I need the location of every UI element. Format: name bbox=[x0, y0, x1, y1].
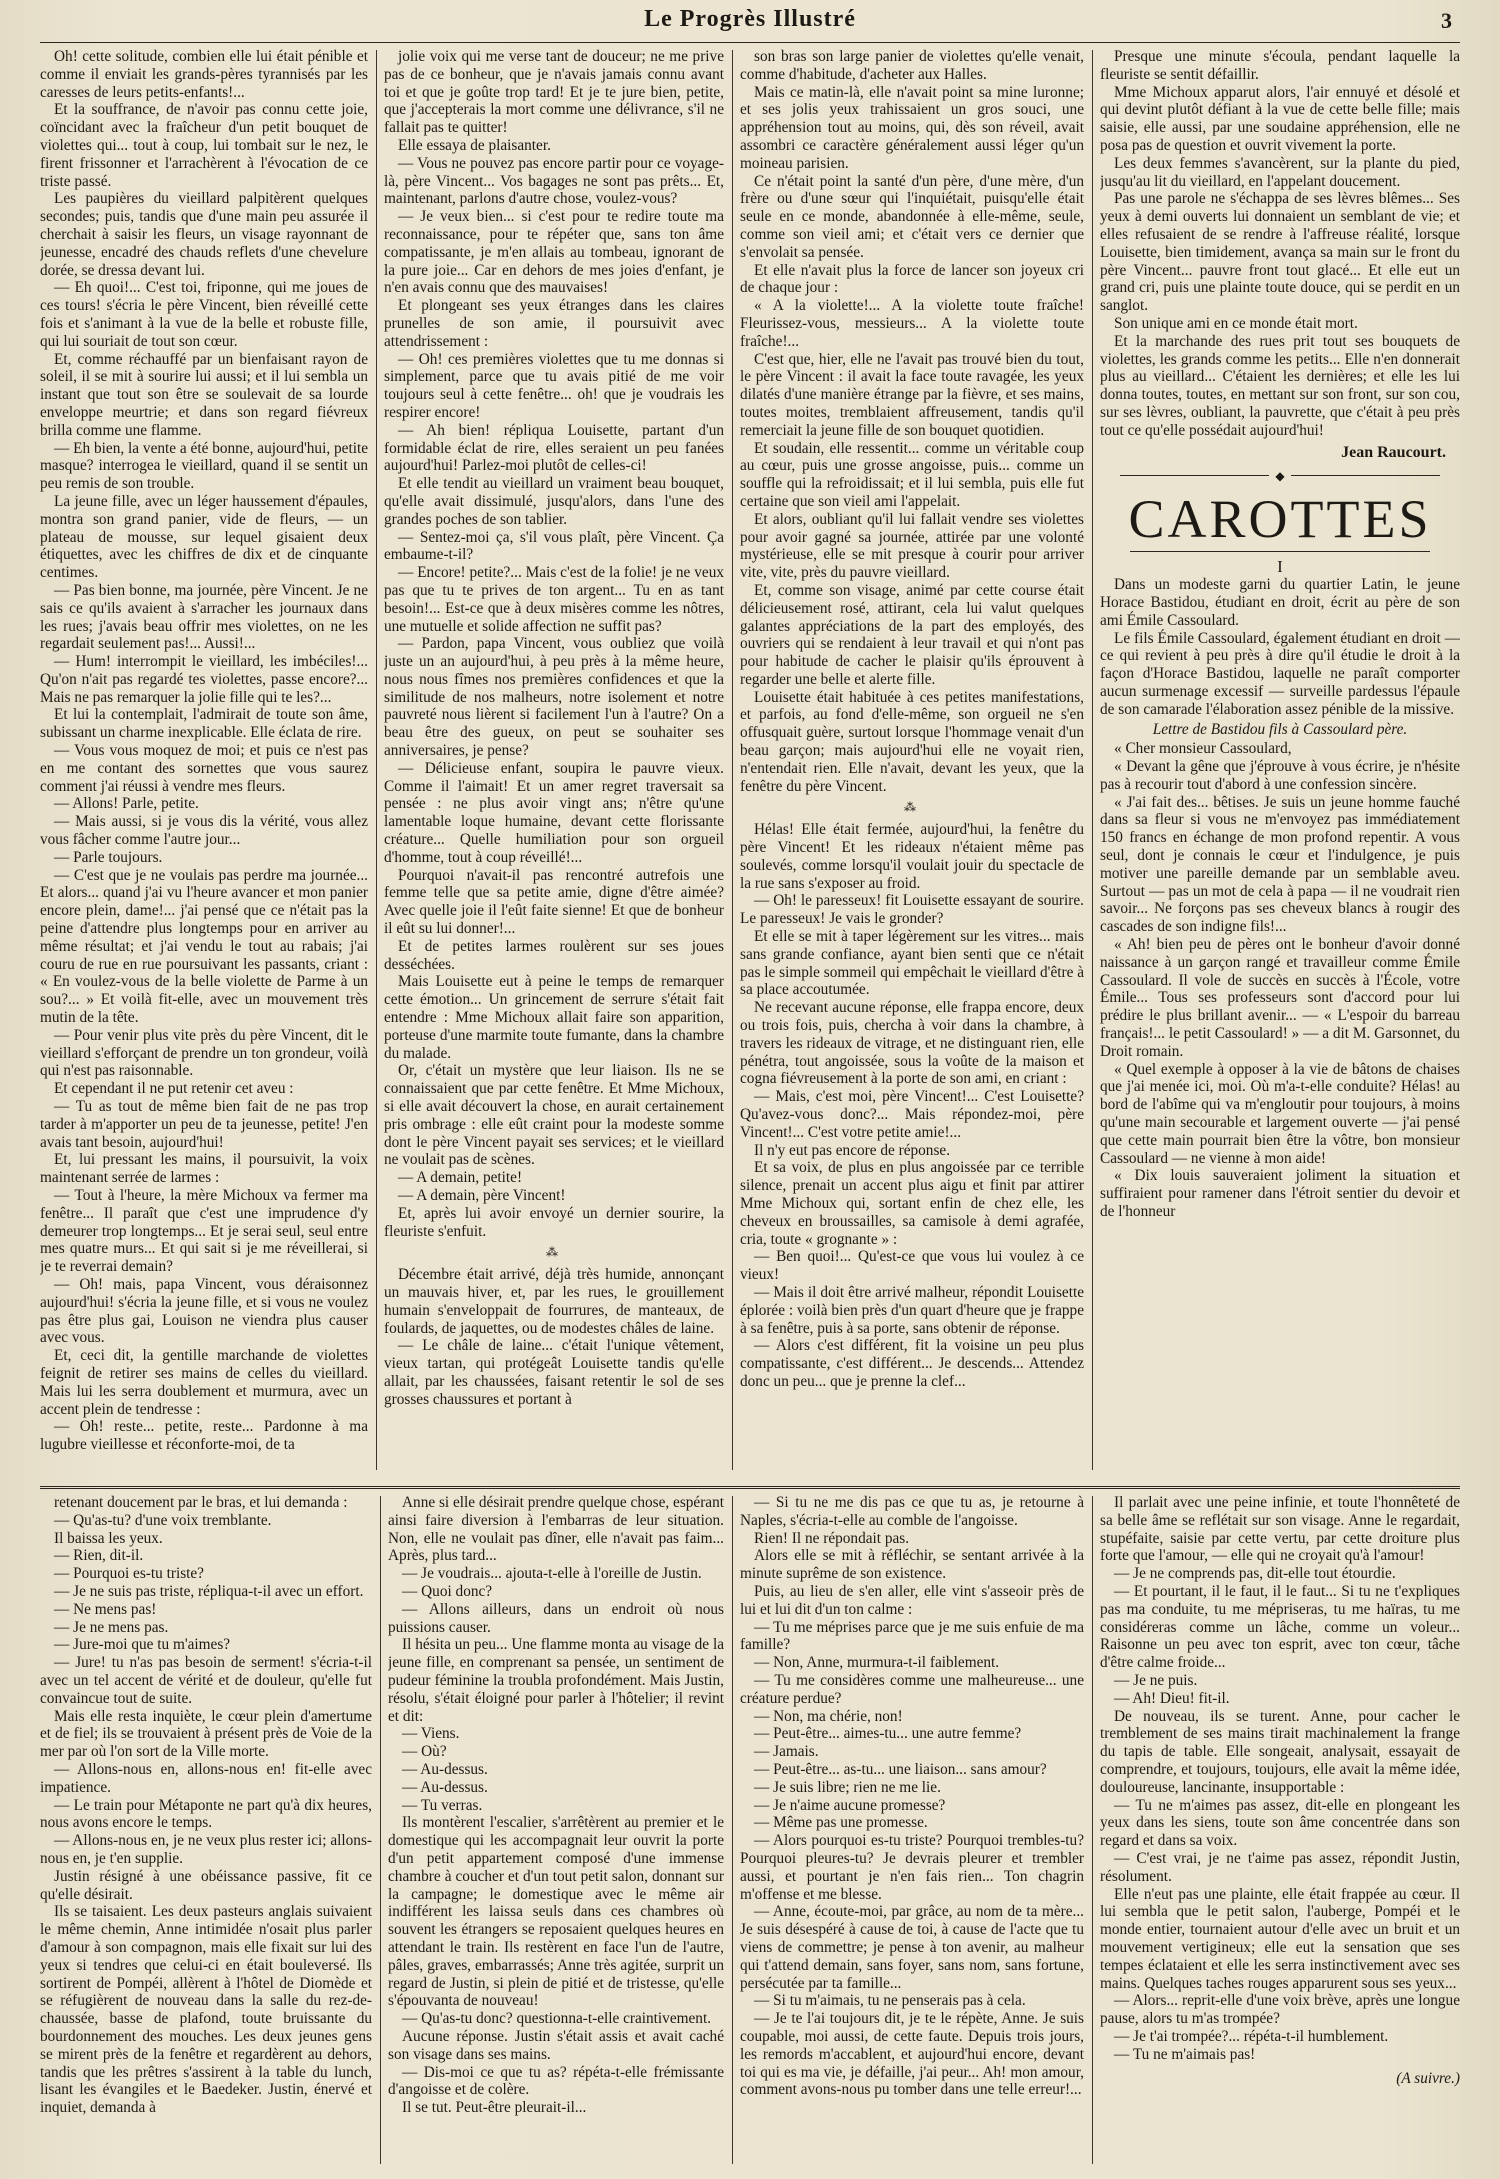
newspaper-title: Le Progrès Illustré bbox=[644, 6, 856, 32]
paragraph: — Si tu m'aimais, tu ne penserais pas à cela. bbox=[754, 1992, 1026, 2010]
paragraph: Ils se taisaient. Les deux pasteurs anglais suivaient le même chemin, Anne intimidée n'osait plus parler d'amour à son compagnon, mais elle fixait sur lui des yeux si tendres que celui-ci en était bouleversé. Ils sortirent de Pompéi, allèrent à l'hôtel de Diomède et se réfugièrent de nouveau dans la salle du rez-de-chaussée, basse de plafond, toute bruissante du bourdonnement des mouches. Les deux jeunes gens se mirent près de la fenêtre et regardèrent au dehors, tandis que les prêtres s'assirent à la table du lunch, lisant les évangiles et le Baedeker. Justin, énervé et inquiet, demanda à bbox=[40, 1903, 372, 2117]
paragraph: Et lui la contemplait, l'admirait de toute son âme, subissant un charme inexplicable. Elle éclata de rire. bbox=[40, 706, 368, 742]
paragraph: La jeune fille, avec un léger haussement d'épaules, montra son grand panier, vide de fleurs, — un plateau de mousse, sur lequel gisaient deux étiquettes, avec les chiffres de dix et de cinquante centimes. bbox=[40, 492, 368, 582]
paragraph: — Je veux bien... si c'est pour te redire toute ma reconnaissance, pour te répéter que, sans ton âme compatissante, je m'en allais au tombeau, ignorant de la pure joie... Car en dehors de mes joies d'enfant, je n'en avais connu que des mauvaises! bbox=[384, 208, 724, 297]
paragraph: Louisette était habituée à ces petites manifestations, et parfois, au fond d'elle-même, son orgueil ne s'en offusquait guère, surtout lorsque l'hommage venait d'un beau garçon; mais aujourd'hui elle ne voyait rien, n'entendait rien. Elle n'avait, devant les yeux, que la fenêtre du père Vincent. bbox=[740, 688, 1084, 795]
paragraph: — Hum! interrompit le vieillard, les imbéciles!... Qu'on n'ait pas regardé tes violettes, passe encore?... Mais ne pas remarquer la jolie fille qui te les?... bbox=[40, 653, 368, 706]
paragraph: — Oh! reste... petite, reste... Pardonne à ma lugubre vieillesse et réconforte-moi, de ta bbox=[40, 1418, 368, 1454]
column-divider bbox=[732, 1496, 733, 2164]
paragraph: Aucune réponse. Justin s'était assis et avait caché son visage dans ses mains. bbox=[388, 2027, 724, 2063]
column-divider bbox=[1092, 1496, 1093, 2164]
paragraph: « J'ai fait des... bêtises. Je suis un jeune homme fauché dans sa fleur si vous ne m'envoyez pas immédiatement 150 francs en échange de mon profond repentir. A vous seul, dont je connais le cœur et l'indulgence, je puis motiver une pareille demande par un semblable aveu. Surtout — pas un mot de cela à papa — il ne voudrait rien savoir... Ne forçons pas ses cheveux blancs à rougir des cascades de son indigne fils!... bbox=[1100, 793, 1460, 936]
paragraph: — Eh bien, la vente a été bonne, aujourd'hui, petite masque? interrogea le vieillard, quand il se sentit un peu remis de son trouble. bbox=[40, 439, 368, 493]
feuilleton-column-1 bbox=[40, 1494, 372, 2164]
paragraph: — A demain, petite! bbox=[398, 1169, 523, 1187]
paragraph: Et de petites larmes roulèrent sur ses joues desséchées. bbox=[384, 937, 724, 973]
paragraph: — C'est que je ne voulais pas perdre ma journée... Et alors... quand j'ai vu l'heure avancer et mon panier encore plein, dame!... j'ai pensé que ce n'était pas la peine d'attendre plus longtemps pour en arriver au même résultat; et j'ai vendu le tout au rabais; j'ai couru de rue en rue poursuivant les passants, criant : « En voulez-vous de la belle violette de Parme à un sou?... » Et voilà fit-elle, avec un mouvement très mutin de la tête. bbox=[40, 866, 368, 1027]
asterism-separator: ⁂ bbox=[546, 1245, 562, 1260]
page-header bbox=[40, 0, 1460, 40]
top-column-2 bbox=[384, 48, 724, 1468]
column-divider bbox=[1092, 50, 1093, 1470]
paragraph: — Ne mens pas! bbox=[54, 1600, 157, 1618]
paragraph: Pas une parole ne s'échappa de ses lèvres blêmes... Ses yeux à demi ouverts lui donnaient un semblant de vie; et elles refusaient de se rendre à l'affreuse réalité, lorsque Louisette, bien timidement, avança sa main sur le front du père Vincent... pauvre front tout glacé... Et elle eut un grand cri, puis une plainte toute douce, qui se perdit en un sanglot. bbox=[1100, 190, 1460, 315]
paragraph: — Mais, c'est moi, père Vincent!... C'est Louisette? Qu'avez-vous donc?... Mais répondez-moi, père Vincent!... C'est votre petite amie!... bbox=[740, 1088, 1084, 1141]
paragraph: — Allons-nous en, allons-nous en! fit-elle avec impatience. bbox=[40, 1760, 372, 1796]
paragraph: Les deux femmes s'avancèrent, sur la plante du pied, jusqu'au lit du vieillard, en l'appelant doucement. bbox=[1100, 154, 1460, 190]
paragraph: Il baissa les yeux. bbox=[54, 1529, 163, 1547]
paragraph: Elle n'eut pas une plainte, elle était frappée au cœur. Il lui sembla que le petit salon, l'auberge, Pompéi et le monde entier, tournaient autour d'elle avec un bruit et un mouvement vertigineux; elle eut la sensation que ses tempes éclataient et elle les serra instinctivement avec ses mains. Quelques taches rouges apparurent sous ses yeux... bbox=[1100, 1885, 1460, 1992]
feuilleton-column-2 bbox=[388, 1494, 724, 2164]
paragraph: — Sentez-moi ça, s'il vous plaît, père Vincent. Ça embaume-t-il? bbox=[384, 528, 724, 564]
paragraph: — Alors c'est différent, fit la voisine un peu plus compatissante, c'est différent... Je descends... Attendez donc un peu... que je prenne la clef... bbox=[740, 1337, 1084, 1390]
paragraph: — Tout à l'heure, la mère Michoux va fermer ma fenêtre... Il paraît que c'est une imprudence d'y demeurer trop longtemps... Et je serai seul, seul entre mes quatre murs... Et qui sait si je me réveillerai, si je te reverrai demain? bbox=[40, 1187, 368, 1276]
paragraph: — Jure! tu n'as pas besoin de serment! s'écria-t-il avec un tel accent de vérité et de douleur, qu'elle fut convaincue tout de suite. bbox=[40, 1654, 372, 1707]
paragraph: — Viens. bbox=[402, 1725, 460, 1743]
paragraph: Et elle n'avait plus la force de lancer son joyeux cri de chaque jour : bbox=[740, 261, 1084, 297]
paragraph: — Tu ne m'aimais pas! bbox=[1114, 2045, 1256, 2063]
paragraph: — C'est vrai, je ne t'aime pas assez, répondit Justin, résolument. bbox=[1100, 1849, 1460, 1885]
paragraph: — Même pas une promesse. bbox=[754, 1814, 928, 1832]
paragraph: Et la souffrance, de n'avoir pas connu cette joie, coïncidant avec la fraîcheur d'un petit bouquet de violettes qui... tout à coup, lui tombait sur le nez, le firent frissonner et l'arrachèrent à l'évocation de ce triste passé. bbox=[40, 101, 368, 190]
letter-heading: Lettre de Bastidou fils à Cassoulard père. bbox=[1152, 720, 1408, 738]
paragraph: — Et pourtant, il le faut, il le faut... Si tu ne t'expliques pas ma conduite, tu me mépriseras, tu me haïras, tu me considéreras comme un lâche, comme un voleur... Raisonne un peu avec ton esprit, avec ton cœur, tâche d'être calme froide... bbox=[1100, 1582, 1460, 1672]
paragraph: Ce n'était point la santé d'un père, d'une mère, d'un frère ou d'une sœur qui l'inquiétait, puisqu'elle était seule en ce monde, abandonnée à elle-même, seule, comme son vieil ami; et c'était vers ce dernier que s'envolait sa pensée. bbox=[740, 172, 1084, 261]
diamond-ornament-icon: ◆ bbox=[1269, 468, 1290, 486]
paragraph: Et alors, oubliant qu'il lui fallait vendre ses violettes pour avoir gagné sa journée, attirée par une volonté mystérieuse, elle se mit presque à courir pour arriver vite, vite, près du pauvre vieillard. bbox=[740, 510, 1084, 582]
paragraph: — Parle toujours. bbox=[54, 848, 163, 866]
paragraph: Et cependant il ne put retenir cet aveu : bbox=[54, 1080, 294, 1098]
paragraph: — Ben quoi!... Qu'est-ce que vous lui voulez à ce vieux! bbox=[740, 1248, 1084, 1284]
paragraph: Le fils Émile Cassoulard, également étudiant en droit — ce qui revient à peu près à dire qu'il étudie le droit à la façon d'Horace Bastidou, laquelle ne paraît comporter aucun surmenage excessif — surveille pardessus l'épaule de son camarade l'élaboration assez pénible de la missive. bbox=[1100, 629, 1460, 718]
paragraph: — Délicieuse enfant, soupira le pauvre vieux. Comme il l'aimait! Et un amer regret traversait sa pensée : ne plus avoir vingt ans; n'être qu'une lamentable loque humaine, devant cette florissante créature... Quelle humiliation pour son orgueil d'homme, tout à coup réveillé!... bbox=[384, 759, 724, 866]
paragraph: Il parlait avec une peine infinie, et toute l'honnêteté de sa belle âme se reflétait sur son visage. Anne le regardait, stupéfaite, saisie par cette vertu, par cette droiture plus forte que l'amour, — elle qui ne croyait qu'à l'amour! bbox=[1100, 1494, 1460, 1565]
paragraph: — Je ne puis. bbox=[1114, 1671, 1198, 1689]
story-intro bbox=[1100, 576, 1460, 718]
paragraph: Mais elle resta inquiète, le cœur plein d'amertume et de fiel; ils se trouvaient à présent près de Voie de la mer par où l'on sort de la Ville morte. bbox=[40, 1707, 372, 1761]
paragraph: De nouveau, ils se turent. Anne, pour cacher le tremblement de ses mains tirait machinalement la frange du tapis de table. Elle songeait, analysait, essayait de comprendre, et toujours, toujours, elle avait la même idée, douloureuse, lancinante, insupportable : bbox=[1100, 1707, 1460, 1796]
paragraph: Les paupières du vieillard palpitèrent quelques secondes; puis, tandis que d'une main peu assurée il cherchait à saisir les fleurs, un visage rayonnant de jeunesse, encadré des chauds reflets d'une chevelure dorée, se dressa devant lui. bbox=[40, 190, 368, 279]
paragraph: — Non, Anne, murmura-t-il faiblement. bbox=[754, 1654, 1000, 1672]
paragraph: — Allons-nous en, je ne veux plus rester ici; allons-nous en, je t'en supplie. bbox=[40, 1832, 372, 1867]
paragraph: — Non, ma chérie, non! bbox=[754, 1707, 903, 1725]
paragraph: — Vous vous moquez de moi; et puis ce n'est pas en me contant des sornettes que vous saurez comment j'ai réussi à vendre mes fleurs. bbox=[40, 742, 368, 795]
paragraph: Et soudain, elle ressentit... comme un véritable coup au cœur, puis une grosse angoisse, puis... comme un souffle qui la refroidissait; et il lui sembla, puis elle fut certaine que son vieil ami l'appelait. bbox=[740, 439, 1084, 510]
paragraph: Oh! cette solitude, combien elle lui était pénible et comme il enviait les grands-pères tyrannisés par les caresses de leurs petits-enfants!... bbox=[40, 48, 368, 101]
paragraph: — Mais il doit être arrivé malheur, répondit Louisette éplorée : voilà bien près d'un quart d'heure que je frappe à sa fenêtre, puis à sa porte, sans obtenir de réponse. bbox=[740, 1283, 1084, 1337]
paragraph: — Je te l'ai toujours dit, je te le répète, Anne. Je suis coupable, moi aussi, de cette faute. Depuis trois jours, les remords m'accablent, et aujourd'hui encore, devant toi qui es ma vie, je défaille, j'ai peur... Ah! mon amour, comment avons-nous pu tomber dans une telle erreur!... bbox=[740, 2010, 1084, 2099]
paragraph: — Je n'aime aucune promesse? bbox=[754, 1796, 946, 1814]
feuilleton-column-4-text bbox=[1100, 1494, 1460, 2064]
paragraph: Et, comme son visage, animé par cette course était délicieusement rosé, attirant, cela lui valut quelques galantes appréciations de la part des employés, des ouvriers qui se rendaient à leur travail et qui n'ont pas pour habitude de cacher le plaisir qu'ils éprouvent à regarder une belle et alerte fille. bbox=[740, 581, 1084, 688]
paragraph: — Jamais. bbox=[754, 1743, 819, 1761]
paragraph: — Tu as tout de même bien fait de ne pas trop tarder à m'apporter un peu de ta jeunesse, petite! J'en avais tant besoin, aujourd'hui! bbox=[40, 1098, 368, 1151]
paragraph: Et, comme réchauffé par un bienfaisant rayon de soleil, il se mit à sourire lui aussi; et il lui sembla un instant que tout son être se soulevait de sa lourde enveloppe meurtrie; et dans son regard fiévreux brilla comme une flamme. bbox=[40, 350, 368, 439]
paragraph: son bras son large panier de violettes qu'elle venait, comme d'habitude, d'acheter aux Halles. bbox=[740, 48, 1084, 83]
paragraph: — Jure-moi que tu m'aimes? bbox=[54, 1636, 231, 1654]
feuilleton-column-4 bbox=[1100, 1494, 1460, 2164]
paragraph: — Allons! Parle, petite. bbox=[54, 795, 199, 813]
paragraph: Presque une minute s'écoula, pendant laquelle la fleuriste se sentit défaillir. bbox=[1100, 48, 1460, 83]
paragraph: — A demain, père Vincent! bbox=[398, 1187, 566, 1204]
paragraph: Rien! Il ne répondait pas. bbox=[754, 1529, 910, 1547]
header-rule bbox=[40, 42, 1460, 43]
paragraph: — Je suis libre; rien ne me lie. bbox=[754, 1778, 941, 1796]
paragraph: — Oh! le paresseux! fit Louisette essayant de sourire. Le paresseux! Je vais le gronder? bbox=[740, 892, 1084, 928]
paragraph: Anne si elle désirait prendre quelque chose, espérant ainsi faire diversion à l'embarras de leur situation. Non, elle ne voulait pas dîner, elle n'avait pas faim... Après, plus tard... bbox=[388, 1494, 724, 1565]
paragraph: — Tu me méprises parce que je me suis enfuie de ma famille? bbox=[740, 1618, 1084, 1654]
title-underline bbox=[1130, 551, 1430, 552]
paragraph: — Qu'as-tu? d'une voix tremblante. bbox=[54, 1511, 272, 1529]
paragraph: Or, c'était un mystère que leur liaison. Ils ne se connaissaient que par cette fenêtre. Et Mme Michoux, si elle avait découvert la chose, en aurait certainement pris ombrage : elle eût craint pour la modeste somme dont le père Vincent payait ses services; et le vieillard ne voulait pas de scènes. bbox=[384, 1062, 724, 1169]
paragraph: — Pas bien bonne, ma journée, père Vincent. Je ne sais ce qu'ils avaient à s'arracher les journaux dans les rues; j'avais beau offrir mes violettes, on ne les regardait seulement pas!... Aussi!... bbox=[40, 581, 368, 653]
paragraph: — Ah bien! répliqua Louisette, partant d'un formidable éclat de rire, elles seraient un peu fanées aujourd'hui! Parlez-moi plutôt de celles-ci! bbox=[384, 421, 724, 475]
paragraph: Et la marchande des rues prit tout ses bouquets de violettes, les grands comme les petits... Elle n'en donnerait plus au vieillard... C'étaient les dernières; et elle les lui donna toutes, toutes, en mettant sur son front, sur son cou, sur ses lèvres, oubliant, la pauvrette, que c'était à peu près tout ce qu'elle possédait aujourd'hui! bbox=[1100, 332, 1460, 439]
top-column-1 bbox=[40, 48, 368, 1468]
paragraph: — Alors... reprit-elle d'une voix brève, après une longue pause, alors tu m'as trompée? bbox=[1100, 1992, 1460, 2028]
paragraph: — Rien, dit-il. bbox=[54, 1547, 144, 1565]
story-ending bbox=[1100, 48, 1460, 440]
paragraph: — Allons ailleurs, dans un endroit où nous puissions causer. bbox=[388, 1600, 724, 1636]
paragraph: Ils montèrent l'escalier, s'arrêtèrent au premier et le domestique qui les accompagnait leur ouvrit la porte d'un petit appartement composé d'une immense chambre à coucher et d'un tout petit salon, donnant sur la campagne; le domestique avec le même air indifférent les laissa seuls dans ces chambres où souvent les étrangers se reposaient quelques heures en attendant le train. Ils restèrent en face l'un de l'autre, pâles, graves, embarrassés; Anne très agitée, surprit un regard de Justin, si plein de pitié et de tristesse, qu'elle s'épouvanta de nouveau! bbox=[388, 1814, 724, 2010]
paragraph: — Pourquoi es-tu triste? bbox=[54, 1565, 204, 1583]
feuilleton-column-3 bbox=[740, 1494, 1084, 2164]
page-number: 3 bbox=[1441, 8, 1452, 33]
paragraph: — Je ne suis pas triste, répliqua-t-il avec un effort. bbox=[54, 1582, 364, 1600]
paragraph: Et, lui pressant les mains, il poursuivit, la voix maintenant serrée de larmes : bbox=[40, 1151, 368, 1187]
paragraph: « A la violette!... A la violette toute fraîche! Fleurissez-vous, messieurs... A la violette toute fraîche!... bbox=[740, 297, 1084, 350]
paragraph: — Peut-être... as-tu... une liaison... sans amour? bbox=[754, 1760, 1047, 1778]
paragraph: — Le train pour Métaponte ne part qu'à dix heures, nous avons encore le temps. bbox=[40, 1796, 372, 1832]
paragraph: Alors elle se mit à réfléchir, se sentant arrivée à la minute suprême de son existence. bbox=[740, 1547, 1084, 1583]
paragraph: « Quel exemple à opposer à la vie de bâtons de chaises que j'ai menée ici, moi. Où m'a-t-elle conduite? Hélas! au bord de l'abîme qui va m'engloutir pour toujours, à moins qu'une main secourable et largement ouverte — j'ai pensé que cette main pourrait bien être la vôtre, bon monsieur Cassoulard — ne vienne à mon aide! bbox=[1100, 1060, 1460, 1167]
paragraph: retenant doucement par le bras, et lui demanda : bbox=[54, 1494, 348, 1511]
paragraph: — Pardon, papa Vincent, vous oubliez que voilà juste un an aujourd'hui, à peu près à la même heure, nous nous fîmes nos premières confidences et que la similitude de nos malheurs, notre isolement et notre pauvreté nous lièrent si facilement l'un à l'autre? On a beau être des gueux, on peut se souhaiter ses anniversaires, je pense? bbox=[384, 635, 724, 760]
column-divider bbox=[376, 50, 377, 1470]
paragraph: — Oh! mais, papa Vincent, vous déraisonnez aujourd'hui! s'écria la jeune fille, et si vous ne voulez pas être plus gai, Louison ne viendra plus causer avec vous. bbox=[40, 1275, 368, 1347]
paragraph: Pourquoi n'avait-il pas rencontré autrefois une femme telle que sa petite amie, digne d'être aimée? Avec quelle joie il l'eût faite sienne! Et que de bonheur il eût su lui donner!... bbox=[384, 866, 724, 938]
paragraph: Puis, au lieu de s'en aller, elle vint s'asseoir près de lui et lui dit d'un ton calme : bbox=[740, 1582, 1084, 1618]
paragraph: — Vous ne pouvez pas encore partir pour ce voyage-là, père Vincent... Vos bagages ne sont pas prêts... Et, maintenant, parlons d'autre chose, voulez-vous? bbox=[384, 154, 724, 208]
paragraph: Décembre était arrivé, déjà très humide, annonçant un mauvais hiver, et, par les rues, le grouillement humain s'enveloppait de fourrures, de manteaux, de foulards, de jaquettes, ou de modestes châles de laine. bbox=[384, 1266, 724, 1337]
paragraph: Justin résigné à une obéissance passive, fit ce qu'elle désirait. bbox=[40, 1867, 372, 1903]
paragraph: « Cher monsieur Cassoulard, bbox=[1114, 740, 1292, 758]
paragraph: « Dix louis sauveraient joliment la situation et suffiraient pour ramener dans l'étroit sentier du devoir et de l'honneur bbox=[1100, 1167, 1460, 1221]
paragraph: — Alors pourquoi es-tu triste? Pourquoi trembles-tu? Pourquoi pleures-tu? Je devrais pleurer et trembler aussi, et pourtant je n'en fais rien... Ton chagrin m'offense et me blesse. bbox=[740, 1832, 1084, 1903]
paragraph: — Peut-être... aimes-tu... une autre femme? bbox=[754, 1725, 1022, 1743]
paragraph: Et sa voix, de plus en plus angoissée par ce terrible silence, prenait un accent plus aigu et finit par attirer Mme Michoux qui, sortant enfin de chez elle, les cheveux en broussailles, sa camisole à demi agrafée, cria, toute « grognante » : bbox=[740, 1159, 1084, 1248]
letter-body bbox=[1100, 740, 1460, 1221]
paragraph: Et, ceci dit, la gentille marchande de violettes feignit de retirer ses mains de celles du vieillard. Mais lui les serra doublement et murmura, avec un accent plein de tendresse : bbox=[40, 1347, 368, 1418]
paragraph: « Devant la gêne que j'éprouve à vous écrire, je n'hésite pas à recourir tout d'abord à une confession sincère. bbox=[1100, 758, 1460, 793]
section-separator bbox=[40, 1486, 1460, 1492]
paragraph: « Ah! bien peu de pères ont le bonheur d'avoir donné naissance à un garçon rangé et travailleur comme Émile Cassoulard. Il vole de succès en succès à l'École, votre Émile... Tous ses professeurs sont d'accord pour lui prédire le plus brillant avenir... — « L'espoir du barreau français!... le petit Cassoulard! » — a dit M. Garsonnet, du Droit romain. bbox=[1100, 936, 1460, 1060]
paragraph: — Tu ne m'aimes pas assez, dit-elle en plongeant les yeux dans les siens, toute son âme concentrée dans son regard et dans sa voix. bbox=[1100, 1796, 1460, 1850]
paragraph: Il hésita un peu... Une flamme monta au visage de la jeune fille, en comprenant sa pensée, un sentiment de pudeur féminine la troubla profondément. Mais Justin, résolu, s'était éloigné pour parler à l'hôtelier; il revint et dit: bbox=[388, 1636, 724, 1725]
paragraph: — Encore! petite?... Mais c'est de la folie! je ne veux pas que tu te prives de ton argent... Tu en as tant besoin!... Est-ce que à deux misères comme les nôtres, une mutuelle et solide affection ne suffit pas? bbox=[384, 564, 724, 635]
paragraph: — Quoi donc? bbox=[402, 1582, 493, 1600]
chapter-number: I bbox=[1277, 557, 1283, 577]
paragraph: — Je ne comprends pas, dit-elle tout étourdie. bbox=[1114, 1565, 1396, 1583]
paragraph: Et plongeant ses yeux étranges dans les claires prunelles de son amie, il poursuivit avec attendrissement : bbox=[384, 297, 724, 350]
paragraph: Dans un modeste garni du quartier Latin, le jeune Horace Bastidou, étudiant en droit, écrit au père de son ami Émile Cassoulard. bbox=[1100, 576, 1460, 629]
paragraph: jolie voix qui me verse tant de douceur; ne me prive pas de ce bonheur, que je n'avais jamais connu avant toi et que je goûte trop tard! Et je te jure bien, petite, que j'accepterais la mort comme une délivrance, s'il ne fallait pas te quitter! bbox=[384, 48, 724, 137]
paragraph: — Je voudrais... ajouta-t-elle à l'oreille de Justin. bbox=[402, 1565, 702, 1583]
top-column-4 bbox=[1100, 48, 1460, 1468]
to-be-continued: (A suivre.) bbox=[1396, 2069, 1460, 2087]
paragraph: Ne recevant aucune réponse, elle frappa encore, deux ou trois fois, puis, chercha à voir dans la chambre, à travers les rideaux de vitrage, et ne distinguant rien, elle pénétra, tout angoissée, sous la voûte de la maison et cogna fiévreusement à la porte de son ami, en criant : bbox=[740, 999, 1084, 1088]
paragraph: Elle essaya de plaisanter. bbox=[398, 136, 551, 154]
paragraph: — Au-dessus. bbox=[402, 1760, 488, 1778]
author-signature: Jean Raucourt. bbox=[1341, 443, 1446, 461]
paragraph: — Qu'as-tu donc? questionna-t-elle craintivement. bbox=[402, 2010, 712, 2028]
paragraph: — Au-dessus. bbox=[402, 1778, 488, 1796]
paragraph: Mais ce matin-là, elle n'avait point sa mine luronne; et ses jolis yeux trahissaient un gros souci, une appréhension tout au moins, qui, dès son réveil, avait assombri ce caractère généralement aussi léger qu'un moineau parisien. bbox=[740, 83, 1084, 172]
paragraph: — Ah! Dieu! fit-il. bbox=[1114, 1689, 1230, 1707]
paragraph: Et elle tendit au vieillard un vraiment beau bouquet, qu'elle avait dissimulé, jusqu'alors, dans l'une des grandes poches de son tablier. bbox=[384, 475, 724, 528]
paragraph: — Mais aussi, si je vous dis la vérité, vous allez vous fâcher comme l'autre jour... bbox=[40, 813, 368, 849]
paragraph: Mme Michoux apparut alors, l'air ennuyé et désolé et qui devint plutôt défiant à la vue de cette belle fille; mais saisie, elle aussi, par une soudaine appréhension, elle ne posa pas de question et ouvrit vivement la porte. bbox=[1100, 83, 1460, 154]
paragraph: — Le châle de laine... c'était l'unique vêtement, vieux tartan, qui protégeât Louisette tandis qu'elle allait, par les chaussées, faisant retentir le sol de ses grosses chaussures et portant à bbox=[384, 1337, 724, 1408]
paragraph: Mais Louisette eut à peine le temps de remarquer cette émotion... Un grincement de serrure s'était fait entendre : Mme Michoux allait faire son apparition, porteuse d'une marmite toute fumante, dans la chambre du malade. bbox=[384, 973, 724, 1062]
paragraph: Il n'y eut pas encore de réponse. bbox=[754, 1141, 951, 1159]
paragraph: — Tu verras. bbox=[402, 1796, 483, 1814]
paragraph: — Eh quoi!... C'est toi, friponne, qui me joues de ces tours! s'écria le père Vincent, bien réveillé cette fois et s'animant à la vue de la belle et robuste fille, qui lui souriait de tout son cœur. bbox=[40, 279, 368, 350]
paragraph: — Anne, écoute-moi, par grâce, au nom de ta mère... Je suis désespéré à cause de toi, à cause de l'acte que tu viens de commettre; je pense à ton avenir, au malheur qui t'attend demain, sans foyer, sans nom, sans fortune, persécutée par ta famille... bbox=[740, 1903, 1084, 1992]
paragraph: Hélas! Elle était fermée, aujourd'hui, la fenêtre du père Vincent! Et les rideaux n'étaient même pas soulevés, comme lorsqu'il voulait jouir du spectacle de la rue sans s'exposer au froid. bbox=[740, 821, 1084, 892]
paragraph: Et, après lui avoir envoyé un dernier sourire, la fleuriste s'enfuit. bbox=[384, 1204, 724, 1240]
paragraph: — Tu me considères comme une malheureuse... une créature perdue? bbox=[740, 1671, 1084, 1707]
paragraph: C'est que, hier, elle ne l'avait pas trouvé bien du tout, le père Vincent : il avait la face toute ravagée, les yeux dilatés d'une manière étrange par la fièvre, et ses mains, toutes moites, tremblaient affreusement, tandis qu'il remerciait la jeune fille de son bouquet quotidien. bbox=[740, 350, 1084, 439]
paragraph: Il se tut. Peut-être pleurait-il... bbox=[402, 2099, 587, 2117]
paragraph: — Dis-moi ce que tu as? répéta-t-elle frémissante d'angoisse et de colère. bbox=[388, 2063, 724, 2099]
paragraph: Son unique ami en ce monde était mort. bbox=[1114, 314, 1358, 332]
column-divider bbox=[380, 1496, 381, 2164]
paragraph: Et elle se mit à taper légèrement sur les vitres... mais sans grande confiance, ayant bien senti que ce n'était pas le simple sommeil qui empêchait le vieillard d'être à sa place accoutumée. bbox=[740, 928, 1084, 999]
asterism-separator: ⁂ bbox=[904, 800, 920, 815]
paragraph: — Oh! ces premières violettes que tu me donnas si simplement, parce que tu avais pitié de me voir toujours seul à cette fenêtre... oh! que je voudrais les respirer encore! bbox=[384, 350, 724, 421]
section-ornament bbox=[1100, 467, 1460, 485]
paragraph: — Où? bbox=[402, 1743, 447, 1761]
paragraph: — Pour venir plus vite près du père Vincent, dit le vieillard s'efforçant de prendre un ton grondeur, voilà qui n'est pas raisonnable. bbox=[40, 1026, 368, 1080]
story-title: CAROTTES bbox=[1128, 489, 1432, 550]
paragraph: — Si tu ne me dis pas ce que tu as, je retourne à Naples, s'écria-t-elle au comble de l'angoisse. bbox=[740, 1494, 1084, 1529]
paragraph: — Je t'ai trompée?... répéta-t-il humblement. bbox=[1114, 2027, 1389, 2045]
paragraph: — Je ne mens pas. bbox=[54, 1618, 169, 1636]
column-divider bbox=[732, 50, 733, 1470]
top-column-3 bbox=[740, 48, 1084, 1468]
